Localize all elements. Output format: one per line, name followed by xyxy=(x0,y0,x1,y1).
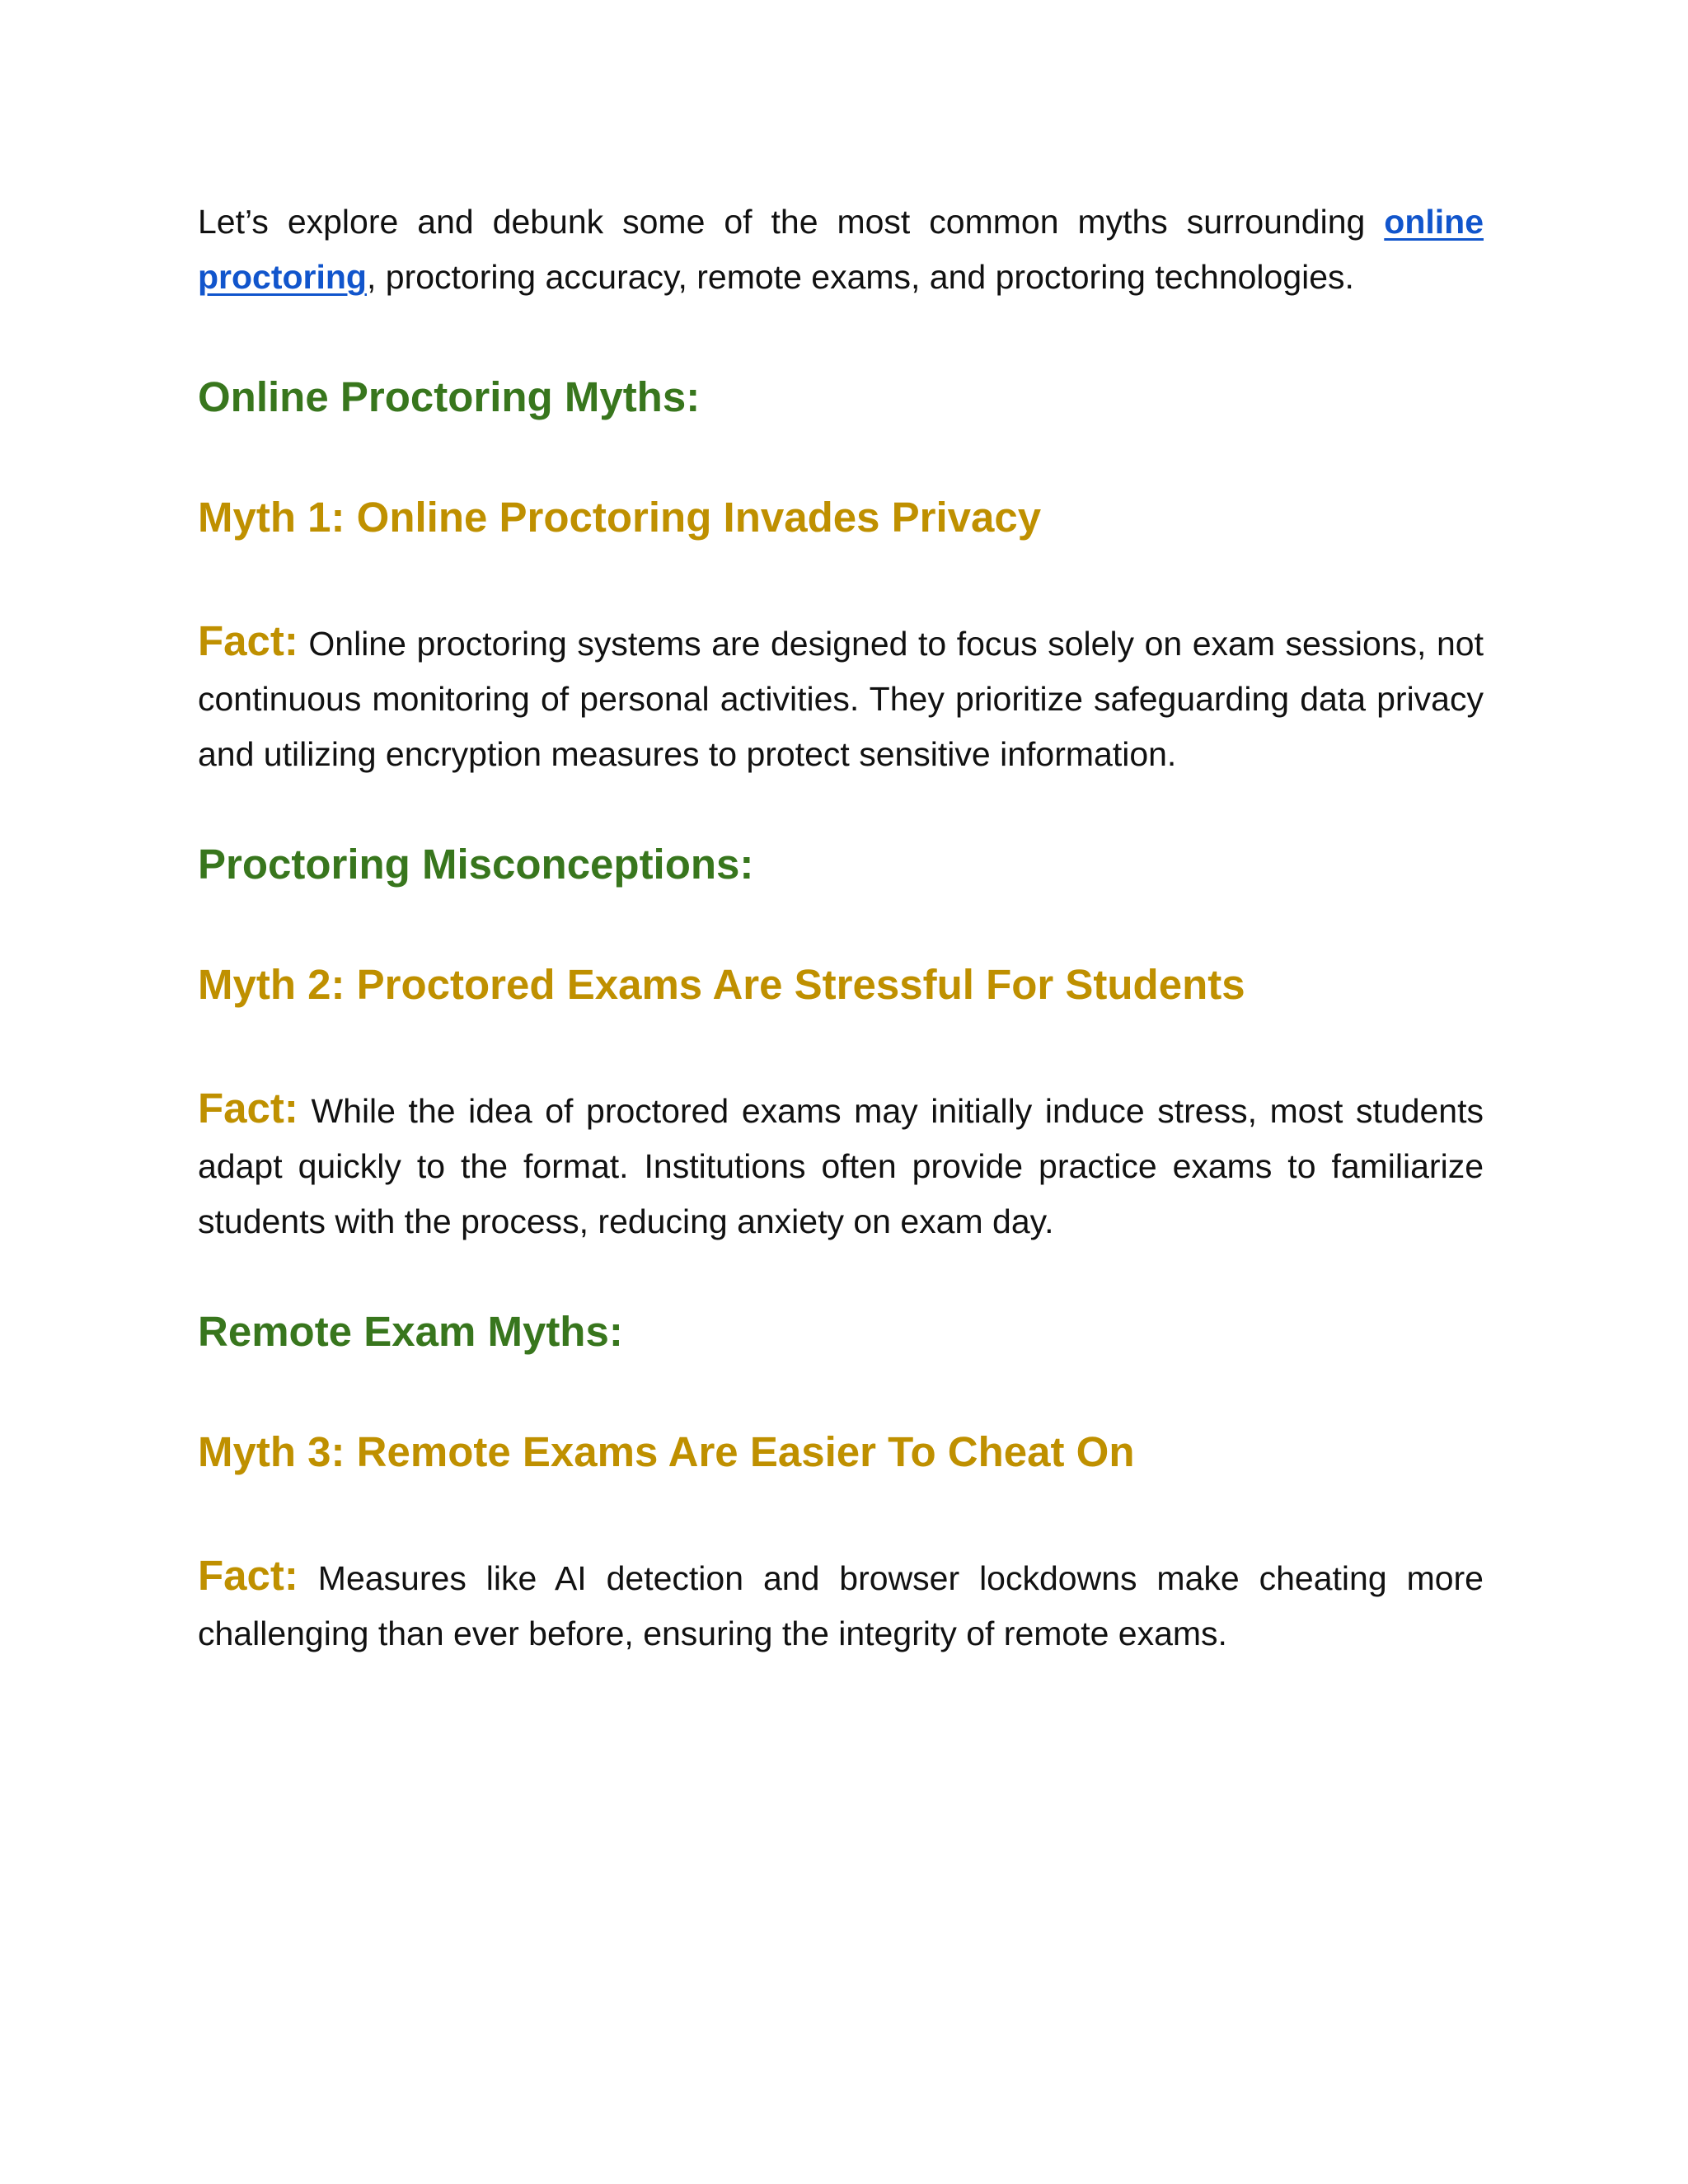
online-proctoring-link[interactable]: online proctoring xyxy=(198,203,1484,296)
fact-label: Fact: xyxy=(198,617,298,664)
intro-text-before-link: Let’s explore and debunk some of the most common myths surrounding xyxy=(198,203,1385,241)
section-heading-proctoring-misconceptions: Proctoring Misconceptions: xyxy=(198,841,754,888)
fact-paragraph-1 xyxy=(198,613,1484,782)
intro-paragraph xyxy=(198,194,1484,305)
fact-paragraph-3 xyxy=(198,1548,1484,1661)
section-heading-remote-exam-myths: Remote Exam Myths: xyxy=(198,1308,623,1355)
fact-paragraph-2 xyxy=(198,1080,1484,1249)
myth-heading-1: Myth 1: Online Proctoring Invades Privacy xyxy=(198,494,1042,541)
fact-text: Online proctoring systems are designed to focus solely on exam sessions, not continuous monitoring of personal activities. They prioritize safeguarding data privacy and utilizing encryption measures to protect sensitive information. xyxy=(198,625,1484,773)
section-heading-online-proctoring-myths: Online Proctoring Myths: xyxy=(198,373,701,420)
myth-heading-2: Myth 2: Proctored Exams Are Stressful For Students xyxy=(198,961,1245,1008)
fact-text: Measures like AI detection and browser lockdowns make cheating more challenging than ever before, ensuring the integrity of remote exams. xyxy=(198,1559,1484,1652)
intro-text-after-link: , proctoring accuracy, remote exams, and proctoring technologies. xyxy=(366,258,1354,296)
fact-label: Fact: xyxy=(198,1552,298,1599)
document-page xyxy=(198,194,1484,1661)
myth-heading-3: Myth 3: Remote Exams Are Easier To Cheat On xyxy=(198,1428,1135,1475)
fact-text: While the idea of proctored exams may initially induce stress, most students adapt quickly to the format. Institutions often provide practice exams to familiarize students with the process, reducing anxiety on exam day. xyxy=(198,1092,1484,1240)
fact-label: Fact: xyxy=(198,1085,298,1132)
